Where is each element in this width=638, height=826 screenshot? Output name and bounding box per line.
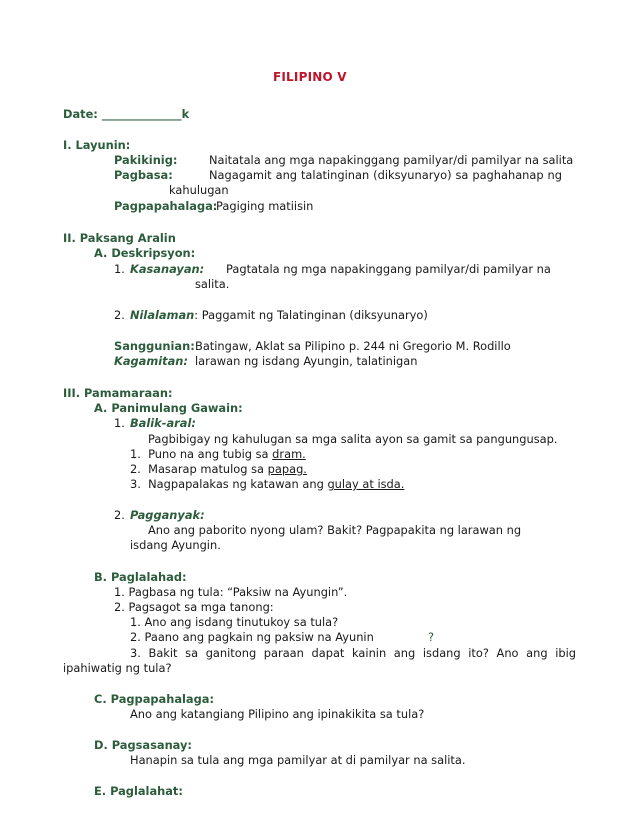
pakikinig-label: Pakikinig: xyxy=(114,153,178,167)
kasanayan-continuation: salita. xyxy=(195,277,230,291)
question-3-continuation: ipahiwatig ng tula? xyxy=(63,661,172,675)
list-item-text: Masarap matulog sa xyxy=(148,462,268,476)
nilalaman-label: Nilalaman xyxy=(130,308,195,322)
balik-aral-text: Pagbibigay ng kahulugan sa mga salita ayon sa gamit sa pangungusap. xyxy=(148,432,558,446)
pagpapahalaga-text: Pagiging matiisin xyxy=(216,199,314,213)
date-suffix: k xyxy=(181,107,190,121)
section-1-heading: I. Layunin: xyxy=(63,138,131,152)
pagbasa-text: Nagagamit ang talatinginan (diksyunaryo) sa paghahanap ng xyxy=(209,168,562,182)
list-item-text: Puno na ang tubig sa xyxy=(148,447,273,461)
balik-aral-number: 1. xyxy=(114,416,125,430)
balik-aral-label: Balik-aral: xyxy=(130,416,196,430)
date-line xyxy=(63,107,189,121)
list-item xyxy=(130,447,306,461)
kagamitan-label: Kagamitan: xyxy=(114,354,188,368)
deskripsyon-heading: A. Deskripsyon: xyxy=(94,246,196,260)
pagganyak-number: 2. xyxy=(114,508,125,522)
pagsasanay-heading: D. Pagsasanay: xyxy=(94,738,192,752)
kagamitan-text: larawan ng isdang Ayungin, talatinigan xyxy=(195,354,418,368)
pagganyak-text: Ano ang paborito nyong ulam? Bakit? Pagpapakita ng larawan ng xyxy=(148,523,522,537)
question-1: 1. Ano ang isdang tinutukoy sa tula? xyxy=(130,615,339,629)
kasanayan-label: Kasanayan: xyxy=(130,262,205,276)
item-2-number: 2. xyxy=(114,308,125,322)
underlined-word: papag. xyxy=(267,462,307,476)
pagbasa-label: Pagbasa: xyxy=(114,168,173,182)
panimulang-gawain-heading: A. Panimulang Gawain: xyxy=(94,401,243,415)
section-2-heading: II. Paksang Aralin xyxy=(63,231,176,245)
list-item xyxy=(130,462,307,476)
pagsasanay-text: Hanapin sa tula ang mga pamilyar at di pamilyar na salita. xyxy=(130,753,466,767)
question-2: 2. Paano ang pagkain ng paksiw na Ayunin xyxy=(130,630,374,644)
list-item xyxy=(130,477,404,491)
list-item-text: Nagpapalakas ng katawan ang xyxy=(148,477,328,491)
paglalahad-item-1: 1. Pagbasa ng tula: “Paksiw na Ayungin”. xyxy=(114,585,348,599)
sanggunian-text: Batingaw, Aklat sa Pilipino p. 244 ni Gregorio M. Rodillo xyxy=(195,339,511,353)
document-title: FILIPINO V xyxy=(273,70,347,84)
question-3: 3. Bakit sa ganitong paraan dapat kainin ang isdang ito? Ano ang ibig xyxy=(130,646,576,660)
sanggunian-label: Sanggunian: xyxy=(114,339,195,353)
pagganyak-label: Pagganyak: xyxy=(130,508,205,522)
item-1-number: 1. xyxy=(114,262,125,276)
pagpapahalaga-label: Pagpapahalaga: xyxy=(114,199,218,213)
pagpapahalaga-text: Ano ang katangiang Pilipino ang ipinakikita sa tula? xyxy=(130,707,425,721)
nilalaman-text: : Paggamit ng Talatinginan (diksyunaryo) xyxy=(194,308,428,322)
paglalahat-heading: E. Paglalahat: xyxy=(94,784,183,798)
pakikinig-text: Naitatala ang mga napakinggang pamilyar/di pamilyar na salita xyxy=(209,153,574,167)
section-3-heading: III. Pamamaraan: xyxy=(63,386,173,400)
paglalahad-heading: B. Paglalahad: xyxy=(94,570,187,584)
list-item-number: 3. xyxy=(130,477,141,491)
pagpapahalaga-heading: C. Pagpapahalaga: xyxy=(94,692,214,706)
kasanayan-text: Pagtatala ng mga napakinggang pamilyar/di pamilyar na xyxy=(226,262,551,276)
date-label: Date: xyxy=(63,107,98,121)
pagganyak-continuation: isdang Ayungin. xyxy=(130,538,221,552)
underlined-word: dram. xyxy=(272,447,306,461)
list-item-number: 2. xyxy=(130,462,141,476)
paglalahad-item-2: 2. Pagsagot sa mga tanong: xyxy=(114,600,274,614)
pagbasa-continuation: kahulugan xyxy=(169,183,229,197)
nilalaman-line xyxy=(130,308,428,322)
question-2-mark: ? xyxy=(428,630,435,644)
underlined-word: gulay at isda. xyxy=(327,477,405,491)
date-blank: ______________ xyxy=(101,107,182,121)
list-item-number: 1. xyxy=(130,447,141,461)
